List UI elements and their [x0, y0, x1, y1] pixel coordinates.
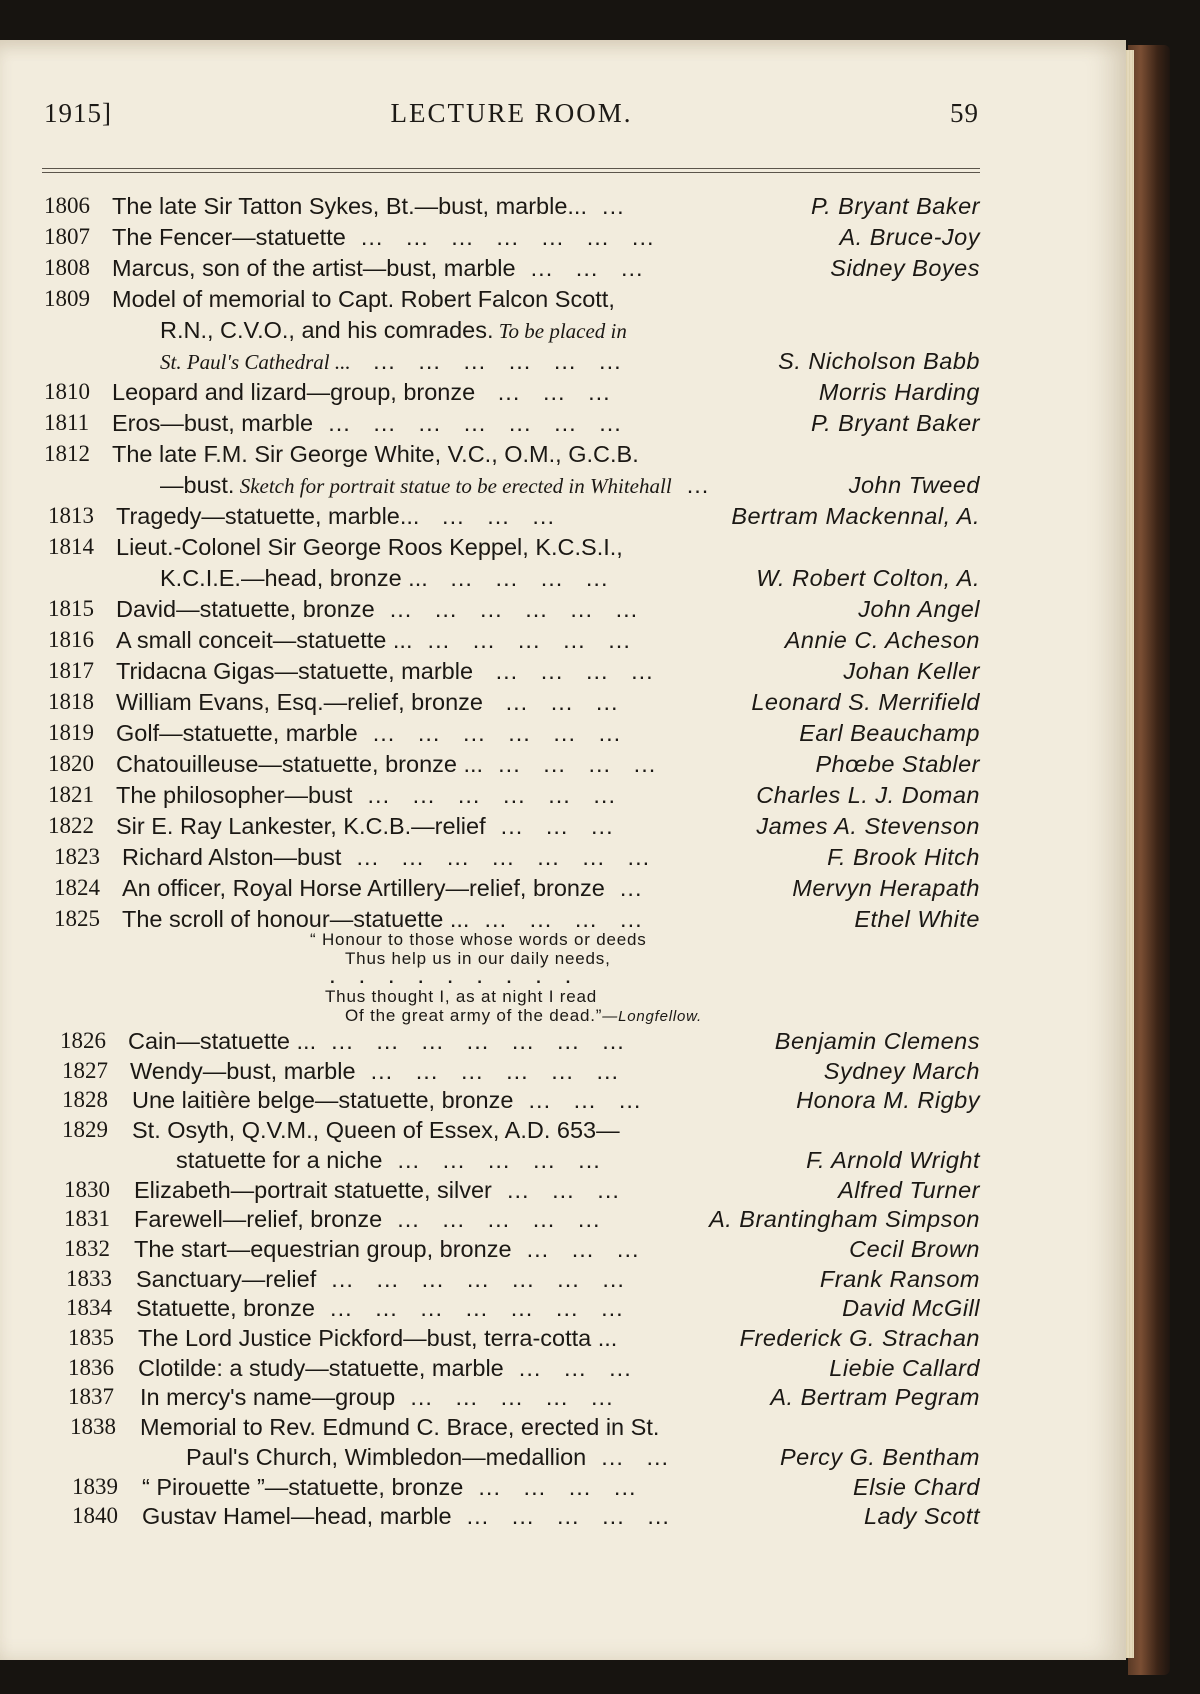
work-title: Leopard and lizard—group, bronze ... ... ... [112, 379, 611, 405]
catalogue-number: 1806 [44, 193, 90, 218]
catalogue-entry [0, 1325, 990, 1356]
work-title: Statuette, bronze ... ... ... ... ... ... ... [136, 1295, 624, 1322]
artist-name: Frank Ransom [819, 1265, 980, 1292]
artist-name: Elsie Chard [853, 1473, 980, 1500]
work-title: In mercy's name—group ... ... ... ... ... [140, 1384, 614, 1411]
header-rule [42, 168, 980, 169]
artist-name: S. Nicholson Babb [778, 348, 980, 374]
poem-citation: —Longfellow. [602, 1008, 702, 1025]
work-title: The Fencer—statuette ... ... ... ... ... ... ... [112, 224, 655, 250]
artist-name: Morris Harding [818, 379, 980, 405]
work-title: statuette for a niche ... ... ... ... ... [176, 1146, 601, 1173]
leader-dots: ... ... ... [503, 1354, 632, 1381]
artist-name: Percy G. Bentham [780, 1443, 980, 1470]
catalogue-entry [0, 596, 990, 627]
catalogue-entry [0, 627, 990, 658]
artist-name: A. Bertram Pegram [770, 1384, 980, 1411]
catalogue-entry [0, 379, 990, 410]
work-title: Eros—bust, marble ... ... ... ... ... ... ... [112, 410, 622, 436]
catalogue-entry [0, 1295, 990, 1326]
catalogue-entry [0, 1147, 990, 1178]
catalogue-number: 1833 [66, 1265, 112, 1291]
work-title: Clotilde: a study—statuette, marble ... ... ... [138, 1354, 632, 1381]
work-title: The late F.M. Sir George White, V.C., O.M., G.C.B. [112, 441, 639, 467]
work-title: Cain—statuette ... ... ... ... ... ... ... ... [128, 1028, 625, 1054]
catalogue-entry [0, 565, 990, 596]
catalogue-number: 1836 [68, 1354, 114, 1380]
leader-dots: ... ... ... ... ... ... ... [314, 1295, 624, 1322]
work-note: Sketch for portrait statue to be erected in Whitehall [234, 474, 672, 498]
work-title: The Lord Justice Pickford—bust, terra-cotta ... [138, 1325, 618, 1351]
artist-name: F. Arnold Wright [806, 1146, 980, 1173]
artist-name: John Angel [858, 596, 980, 622]
page-title: LECTURE ROOM. [390, 98, 633, 128]
catalogue-number: 1823 [54, 844, 100, 869]
catalogue-number: 1809 [44, 286, 90, 311]
catalogue-number: 1832 [64, 1235, 110, 1261]
catalogue-entry [0, 813, 990, 844]
work-title: A small conceit—statuette ... ... ... ... ... ... [116, 627, 631, 653]
catalogue-number: 1820 [48, 751, 94, 776]
catalogue-entry [0, 1087, 990, 1118]
catalogue-entry [0, 224, 990, 255]
poem-ellipsis: . . . . . . . . . [330, 968, 581, 987]
leader-dots: ... ... ... ... ... [412, 627, 631, 653]
catalogue-number: 1815 [48, 596, 94, 621]
running-header [44, 90, 979, 140]
poem-line-3: Thus thought I, as at night I read [325, 987, 597, 1006]
catalogue-number: 1814 [48, 534, 94, 559]
catalogue-entry [0, 1236, 990, 1267]
leader-dots: ... ... ... ... ... [382, 1146, 601, 1173]
poem-line-1: “ Honour to those whose words or deeds [310, 930, 647, 949]
work-title: The late Sir Tatton Sykes, Bt.—bust, marble... ... [112, 193, 625, 219]
leader-dots: ... ... ... ... ... ... ... [341, 844, 651, 870]
work-title: K.C.I.E.—head, bronze ... ... ... ... ... [160, 565, 609, 591]
work-title: Wendy—bust, marble ... ... ... ... ... ... [130, 1057, 620, 1084]
catalogue-entry [0, 1474, 990, 1505]
artist-name: Leonard S. Merrifield [751, 689, 980, 715]
artist-name: P. Bryant Baker [810, 410, 980, 436]
catalogue-entry [0, 317, 990, 348]
artist-name: Johan Keller [843, 658, 980, 684]
artist-name: John Tweed [848, 472, 980, 498]
artist-name: Annie C. Acheson [784, 627, 980, 653]
catalogue-number: 1827 [62, 1057, 108, 1083]
leader-dots: ... ... ... ... ... ... [357, 720, 622, 746]
catalogue-number: 1828 [62, 1087, 108, 1113]
leader-dots: ... ... ... [515, 255, 644, 281]
leader-dots: ... ... ... ... ... [395, 1384, 614, 1411]
leader-dots: ... ... ... ... ... ... [374, 596, 639, 622]
catalogue-entry [0, 472, 990, 503]
catalogue-entry [0, 1444, 990, 1475]
header-year: 1915] [44, 98, 112, 128]
leader-dots: ... [671, 472, 710, 498]
catalogue-number: 1824 [54, 875, 100, 900]
catalogue-number: 1812 [44, 441, 90, 466]
catalogue-entry [0, 1058, 990, 1089]
catalogue-number: 1822 [48, 813, 94, 838]
catalogue-entry [0, 782, 990, 813]
artist-name: Liebie Callard [829, 1354, 980, 1381]
leader-dots: ... ... ... [419, 503, 555, 529]
catalogue-entry [0, 1503, 990, 1534]
artist-name: Mervyn Herapath [792, 875, 980, 901]
leader-dots: ... ... ... [482, 689, 619, 715]
artist-name: Frederick G. Strachan [739, 1325, 980, 1351]
catalogue-entry [0, 1266, 990, 1297]
catalogue-number: 1826 [60, 1028, 106, 1053]
catalogue-number: 1807 [44, 224, 90, 249]
work-title: Richard Alston—bust ... ... ... ... ... ... ... [122, 844, 651, 870]
work-title: An officer, Royal Horse Artillery—relief, bronze ... [122, 875, 643, 901]
artist-name: P. Bryant Baker [810, 193, 980, 219]
leader-dots: ... ... [586, 1443, 670, 1470]
work-title: Chatouilleuse—statuette, bronze ... ... ... ... ... [116, 751, 657, 777]
leader-dots: ... ... ... ... [427, 565, 609, 591]
catalogue-number: 1831 [64, 1206, 110, 1232]
leader-dots: ... ... ... ... ... ... ... [313, 410, 622, 436]
catalogue-entry [0, 534, 990, 565]
catalogue-number: 1816 [48, 627, 94, 652]
catalogue-entry [0, 441, 990, 472]
artist-name: James A. Stevenson [756, 813, 980, 839]
leader-dots: ... [604, 875, 643, 901]
leader-dots: ... ... ... [511, 1235, 640, 1262]
catalogue-number: 1808 [44, 255, 90, 280]
work-title: William Evans, Esq.—relief, bronze ... ... ... [116, 689, 619, 715]
catalogue-number: 1813 [48, 503, 94, 528]
catalogue-entry [0, 1414, 990, 1445]
leader-dots: ... ... ... ... ... ... [352, 782, 616, 808]
catalogue-number: 1811 [44, 410, 90, 435]
catalogue-number: 1840 [72, 1503, 118, 1529]
leader-dots: ... ... ... ... [469, 906, 643, 932]
artist-name: Sidney Boyes [830, 255, 980, 281]
catalogue-entry [0, 1384, 990, 1415]
page-number: 59 [950, 98, 979, 128]
work-title: Memorial to Rev. Edmund C. Brace, erected in St. [140, 1414, 660, 1441]
catalogue-number: 1837 [68, 1384, 114, 1410]
work-title: Tridacna Gigas—statuette, marble ... ... ... ... [116, 658, 654, 684]
catalogue-number: 1838 [70, 1414, 116, 1440]
catalogue-number: 1819 [48, 720, 94, 745]
artist-name: David McGill [842, 1295, 980, 1322]
catalogue-entry [0, 844, 990, 875]
catalogue-entry [0, 720, 990, 751]
catalogue-entry [0, 1177, 990, 1208]
catalogue-entry [0, 1206, 990, 1237]
work-note: St. Paul's Cathedral ... [160, 350, 351, 374]
work-title: Marcus, son of the artist—bust, marble ... ... ... [112, 255, 644, 281]
work-title: Gustav Hamel—head, marble ... ... ... ... ... [142, 1503, 670, 1530]
catalogue-entry [0, 751, 990, 782]
catalogue-number: 1825 [54, 906, 100, 931]
work-title: The scroll of honour—statuette ... ... ... ... ... [122, 906, 643, 932]
catalogue-entry [0, 410, 990, 441]
catalogue-entry [0, 1028, 990, 1059]
catalogue-entry [0, 1117, 990, 1148]
work-title: Elizabeth—portrait statuette, silver ... ... ... [134, 1176, 620, 1203]
poem-line-4: Of the great army of the dead.” [345, 1006, 603, 1025]
catalogue-number: 1839 [72, 1473, 118, 1499]
catalogue-number: 1829 [62, 1117, 108, 1143]
poem-line-2: Thus help us in our daily needs, [345, 949, 611, 968]
artist-name: W. Robert Colton, A. [756, 565, 980, 591]
catalogue-entry [0, 1355, 990, 1386]
leader-dots: ... ... ... ... ... ... ... [316, 1265, 625, 1292]
catalogue-number: 1810 [44, 379, 90, 404]
artist-name: Ethel White [854, 906, 980, 932]
work-title: Une laitière belge—statuette, bronze ... ... ... [132, 1087, 642, 1114]
book-spine [1128, 45, 1170, 1675]
work-title: Farewell—relief, bronze ... ... ... ... ... [134, 1206, 601, 1233]
catalogue-entry [0, 193, 990, 224]
artist-name: Earl Beauchamp [799, 720, 980, 746]
leader-dots: ... ... ... [513, 1087, 642, 1114]
work-title: R.N., C.V.O., and his comrades. To be placed in [160, 317, 627, 343]
artist-name: Lady Scott [863, 1503, 980, 1530]
artist-name: Honora M. Rigby [796, 1087, 980, 1114]
work-title: David—statuette, bronze ... ... ... ... ... ... [116, 596, 639, 622]
leader-dots: ... ... ... ... [473, 658, 654, 684]
work-title: Tragedy—statuette, marble... ... ... ... [116, 503, 555, 529]
work-title: Lieut.-Colonel Sir George Roos Keppel, K.C.S.I., [116, 534, 623, 560]
header-rule-double [42, 172, 980, 173]
leader-dots: ... ... ... ... ... ... ... [316, 1028, 625, 1054]
catalogue-number: 1818 [48, 689, 94, 714]
work-note: To be placed in [493, 319, 627, 343]
catalogue-entry [0, 255, 990, 286]
artist-name: Phœbe Stabler [815, 751, 980, 777]
leader-dots: ... ... ... [491, 1176, 620, 1203]
artist-name: F. Brook Hitch [827, 844, 980, 870]
leader-dots: ... ... ... ... ... ... ... [345, 224, 655, 250]
leader-dots: ... ... ... ... ... ... [350, 348, 622, 374]
catalogue-entry [0, 658, 990, 689]
artist-name: Cecil Brown [849, 1235, 980, 1262]
leader-dots: ... ... ... [475, 379, 611, 405]
leader-dots: ... ... ... ... ... [451, 1503, 670, 1530]
leader-dots: ... ... ... [485, 813, 614, 839]
work-title: —bust. Sketch for portrait statue to be erected in Whitehall ... [160, 472, 710, 498]
catalogue-number: 1830 [64, 1176, 110, 1202]
artist-name: Alfred Turner [838, 1176, 980, 1203]
work-title: Sanctuary—relief ... ... ... ... ... ... ... [136, 1265, 625, 1292]
work-title: The start—equestrian group, bronze ... ... ... [134, 1235, 640, 1262]
catalogue-number: 1835 [68, 1325, 114, 1350]
work-title [160, 348, 622, 375]
catalogue-number: 1834 [66, 1295, 112, 1321]
work-title: St. Osyth, Q.V.M., Queen of Essex, A.D. 653— [132, 1117, 620, 1144]
work-title: Model of memorial to Capt. Robert Falcon Scott, [112, 286, 615, 312]
work-title: The philosopher—bust ... ... ... ... ... ... [116, 782, 616, 808]
catalogue-entry [0, 348, 990, 379]
leader-dots: ... ... ... ... ... [382, 1206, 601, 1233]
artist-name: A. Bruce-Joy [839, 224, 980, 250]
artist-name: Charles L. J. Doman [756, 782, 980, 808]
work-title: “ Pirouette ”—statuette, bronze ... ... ... ... [142, 1473, 637, 1500]
catalogue-entry [0, 503, 990, 534]
work-title: Paul's Church, Wimbledon—medallion ... ... [186, 1443, 670, 1470]
work-title: Golf—statuette, marble ... ... ... ... ... ... [116, 720, 622, 746]
catalogue-number: 1817 [48, 658, 94, 683]
leader-dots: ... ... ... ... [463, 1473, 637, 1500]
leader-dots: ... ... ... ... ... ... [355, 1057, 620, 1084]
catalogue-entry [0, 689, 990, 720]
catalogue-number: 1821 [48, 782, 94, 807]
artist-name: Bertram Mackennal, A. [731, 503, 980, 529]
catalogue-entry [0, 286, 990, 317]
catalogue-entry [0, 875, 990, 906]
artist-name: A. Brantingham Simpson [709, 1206, 980, 1233]
leader-dots: ... ... ... ... [483, 751, 657, 777]
artist-name: Sydney March [823, 1057, 980, 1084]
artist-name: Benjamin Clemens [774, 1028, 980, 1054]
leader-dots: ... [587, 193, 625, 219]
work-title: Sir E. Ray Lankester, K.C.B.—relief ... ... ... [116, 813, 614, 839]
